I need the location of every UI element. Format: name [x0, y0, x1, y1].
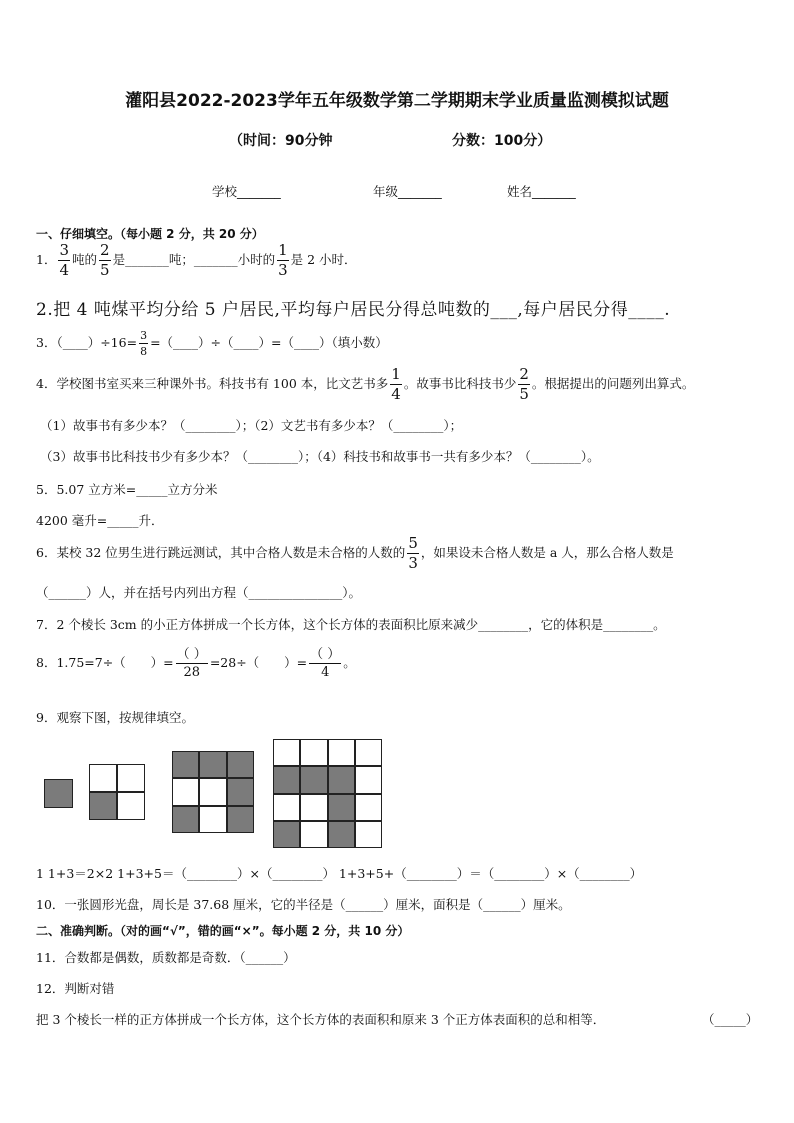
question-7: 7．2 个棱长 3cm 的小正方体拼成一个长方体，这个长方体的表面积比原来减少________，它的体积是________。 [36, 617, 666, 632]
grid-cell-filled [227, 778, 254, 805]
time-label: （时间：90分钟 [229, 133, 333, 149]
fraction: $\frac{5}{3}$ [408, 534, 418, 572]
question-10: 10．一张圆形光盘，周长是 37.68 厘米，它的半径是（______）厘米，面积是（______）厘米。 [36, 897, 571, 912]
grid-cell-filled [172, 751, 199, 778]
grid-cell-filled [227, 806, 254, 833]
grid-cell-filled [273, 766, 300, 793]
school-field: 学校_______ [212, 184, 281, 199]
name-field: 姓名_______ [507, 184, 576, 199]
fraction: $\frac{( )}{4}$ [310, 647, 341, 680]
grid-cell-filled [300, 766, 327, 793]
grid-cell-empty [89, 764, 117, 792]
grid-cell-empty [328, 739, 355, 766]
question-9: 9．观察下图，按规律填空。 [36, 710, 194, 725]
question-4-line-3: （3）故事书比科技书少有多少本？（________）；（4）科技书和故事书一共有多少本？（________）。 [40, 449, 600, 464]
grid-cell-empty [117, 792, 145, 820]
grid-cell-empty [199, 778, 226, 805]
grid-cell-filled [227, 751, 254, 778]
grade-field: 年级_______ [373, 184, 442, 199]
section-1-heading: 一、仔细填空。（每小题 2 分，共 20 分） [36, 227, 264, 241]
question-12-answer-blank: （_____） [702, 1012, 759, 1027]
grid-cell-empty [355, 766, 382, 793]
question-4: 4．学校图书室买来三种课外书。科技书有 100 本，比文艺书多 $\frac{1}{4}$ 。故事书比科技书少 $\frac{2}{5}$ 。根据提出的问题列出算式。 [36, 365, 695, 403]
question-2: 2.把 4 吨煤平均分给 5 户居民,平均每户居民分得总吨数的___,每户居民分得____. [36, 300, 671, 320]
question-12-line-2: 把 3 个棱长一样的正方体拼成一个长方体，这个长方体的表面积和原来 3 个正方体表面积的总和相等． [36, 1012, 606, 1027]
fraction: $\frac{2}{5}$ [100, 241, 110, 279]
grid-cell-filled [328, 794, 355, 821]
grid-cell-empty [273, 739, 300, 766]
figure-3x3 [172, 751, 254, 833]
grid-cell-filled [199, 751, 226, 778]
score-label: 分数：100分） [452, 133, 552, 149]
question-9-formula: 1 1+3＝2×2 1+3+5＝（________）×（________） 1+3+5+（________）＝（________）×（________） [36, 866, 643, 881]
fraction: $\frac{1}{3}$ [278, 241, 288, 279]
question-1: 1． $\frac{3}{4}$ 吨的 $\frac{2}{5}$ 是_______吨；_______小时的 $\frac{1}{3}$ 是 2 小时． [36, 241, 357, 279]
grid-cell-empty [273, 794, 300, 821]
grid-cell-empty [300, 794, 327, 821]
question-5-line-2: 4200 毫升=_____升． [36, 513, 164, 528]
fraction: $\frac{3}{8}$ [140, 329, 148, 358]
question-11: 11．合数都是偶数，质数都是奇数．（______） [36, 950, 296, 965]
grid-cell-empty [172, 778, 199, 805]
page-title: 灌阳县2022-2023学年五年级数学第二学期期末学业质量监测模拟试题 [125, 91, 669, 111]
question-12: 12．判断对错 [36, 981, 115, 996]
grid-cell-empty [199, 806, 226, 833]
grid-cell-empty [300, 739, 327, 766]
figure-1x1 [44, 779, 73, 808]
grid-cell-empty [117, 764, 145, 792]
question-6-line-2: （______）人，并在括号内列出方程（_______________）。 [36, 585, 362, 600]
question-4-line-2: （1）故事书有多少本？（________）；（2）文艺书有多少本？（________）； [40, 418, 463, 433]
figure-2x2 [89, 764, 145, 820]
grid-cell-empty [300, 821, 327, 848]
grid-cell-filled [44, 779, 73, 808]
grid-cell-filled [172, 806, 199, 833]
figure-4x4 [273, 739, 382, 848]
fraction: $\frac{2}{5}$ [519, 365, 529, 403]
grid-cell-empty [355, 821, 382, 848]
grid-cell-empty [355, 794, 382, 821]
fraction: $\frac{( )}{28}$ [176, 647, 207, 680]
question-8: 8．1.75=7÷（ ）= $\frac{( )}{28}$ =28÷（ ）= $\frac{( )}{4}$ 。 [36, 647, 356, 680]
question-6: 6．某校 32 位男生进行跳远测试，其中合格人数是未合格的人数的 $\frac{5}{3}$ ，如果设未合格人数是 a 人，那么合格人数是 [36, 534, 674, 572]
grid-cell-filled [328, 766, 355, 793]
fraction: $\frac{3}{4}$ [59, 241, 69, 279]
grid-cell-filled [89, 792, 117, 820]
grid-cell-empty [355, 739, 382, 766]
fraction: $\frac{1}{4}$ [391, 365, 401, 403]
section-2-heading: 二、准确判断。（对的画“√”，错的画“×”。每小题 2 分，共 10 分） [36, 924, 410, 938]
question-3: 3．（____）÷16= $\frac{3}{8}$ =（____）÷（____）=（____）（填小数） [36, 329, 388, 358]
grid-cell-filled [328, 821, 355, 848]
question-5: 5．5.07 立方米=_____立方分米 [36, 482, 218, 497]
grid-cell-filled [273, 821, 300, 848]
